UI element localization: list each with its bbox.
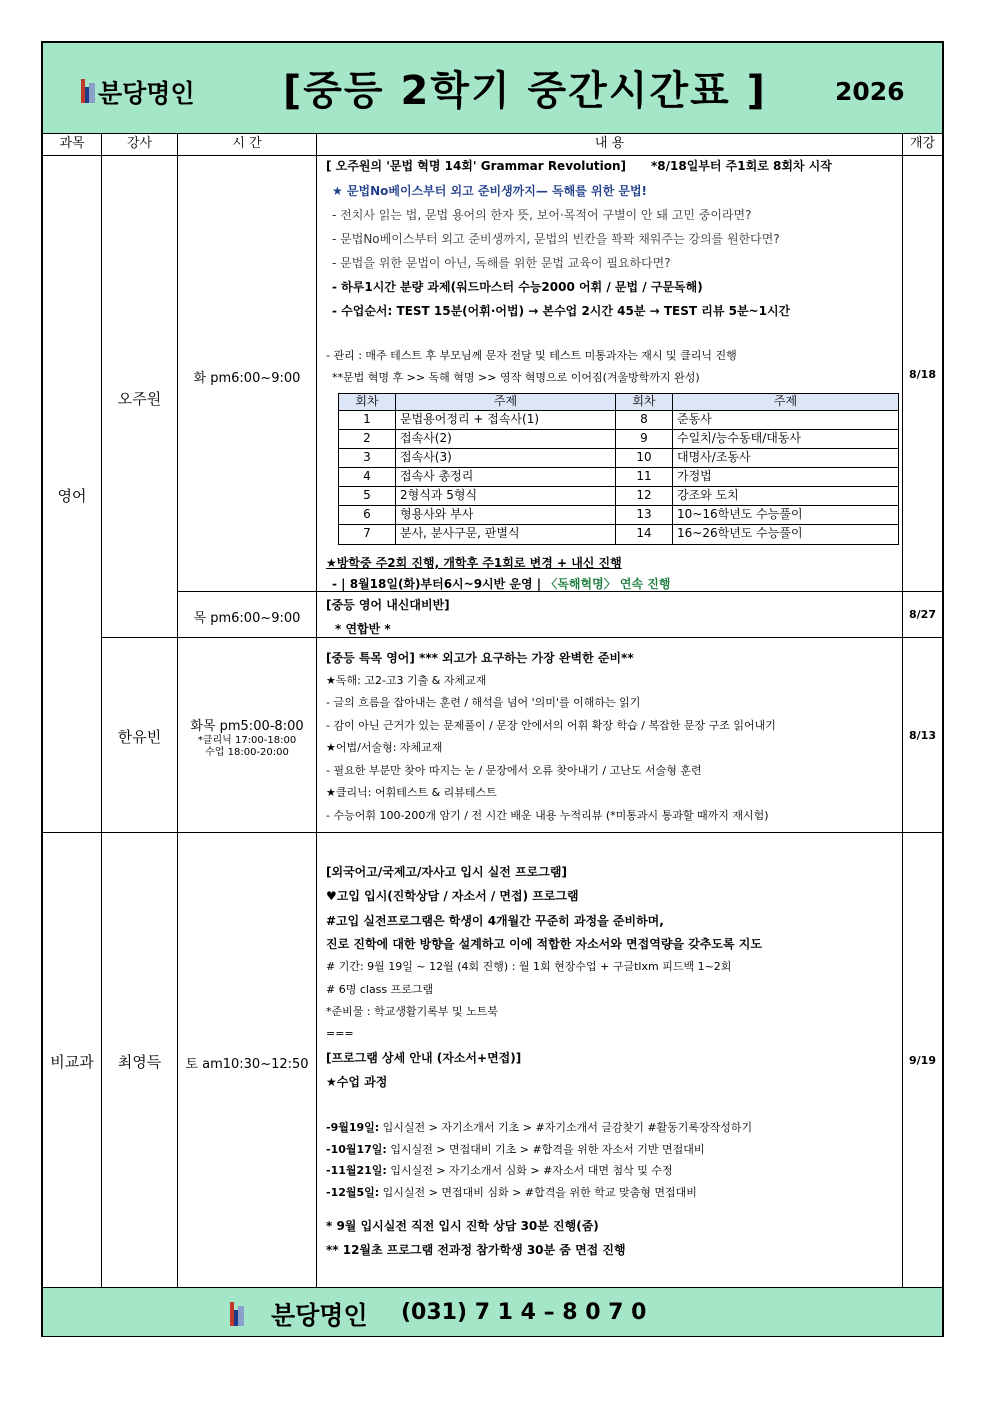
schedule-row [326,1184,697,1200]
column-header: 과목 [59,136,85,151]
extra-content-line: ★수업 과정 [326,1075,388,1089]
course-title: [ 오주원의 '문법 혁명 14회' Grammar Revolution] [326,159,627,173]
run-note-continuation: 〈독해혁명〉 연속 진행 [545,577,671,591]
schedule-text: 입시실전 > 면접대비 심화 > #합격을 위한 학교 맞춤형 면접대비 [379,1185,697,1199]
teacher-han: 한유빈 [117,728,162,746]
curriculum-col-header: 회차 [355,394,379,408]
curriculum-cell: 접속사(3) [400,450,452,464]
time-han: 화목 pm5:00-8:00 [190,719,304,734]
curriculum-cell: 수일치/능수동태/대동사 [677,431,802,445]
curriculum-table [338,393,899,545]
footer-brand: 분당명인 [271,1301,368,1330]
extra-content-line: ♥고입 입시(진학상담 / 자소서 / 면접) 프로그램 [326,889,579,903]
time-sat: 토 am10:30~12:50 [185,1057,309,1072]
han-content-line: - 감이 아닌 근거가 있는 문제풀이 / 문장 안에서의 어휘 확장 학습 / 복잡한 문장 구조 읽어내기 [326,718,776,732]
header-band [43,43,942,134]
curriculum-cell: 강조와 도치 [677,488,739,502]
han-content-line: - 필요한 부분만 찾아 따지는 눈 / 문장에서 오류 찾아내기 / 고난도 서술형 훈련 [326,763,702,777]
curriculum-cell: 대명사/조동사 [677,450,751,464]
han-content-line: - 수능어휘 100-200개 암기 / 전 시간 배운 내용 누적리뷰 (*미통과시 통과할 때까지 재시험) [326,808,769,822]
curriculum-cell: 14 [636,526,652,540]
course-highlight: ★ 문법No베이스부터 외고 준비생까지— 독해를 위한 문법! [332,184,648,198]
page-title: [중등 2학기 중간시간표 ] [283,68,767,114]
curriculum-cell: 6 [363,507,371,521]
schedule-row [326,1162,673,1178]
teacher-oh: 오주원 [117,390,162,408]
curriculum-cell: 접속사(2) [400,431,452,445]
curriculum-cell: 7 [363,526,371,540]
start-date: 8/27 [909,608,936,621]
course-homework: - 하루1시간 분량 과제(워드마스터 수능2000 어휘 / 문법 / 구문독해) [332,280,703,294]
extra-content-line: 진로 진학에 대한 방향을 설계하고 이에 적합한 자소서와 면접역량을 갖추도록 지도 [326,937,762,951]
han-content-line: - 글의 흐름을 잡아내는 훈련 / 해석을 넘어 '의미'를 이해하는 읽기 [326,696,641,709]
course-series: **문법 혁명 후 >> 독해 혁명 >> 영작 혁명으로 이어짐(겨울방학까지 완성) [332,371,700,384]
schedule-row [326,1141,704,1157]
column-header: 강사 [126,136,153,151]
year-label: 2026 [835,77,905,106]
curriculum-col-header: 주제 [493,394,518,408]
time-tue: 화 pm6:00~9:00 [193,371,301,386]
course-start-note: *8/18일부터 주1회로 8회차 시작 [651,159,832,173]
course-question: - 전치사 읽는 법, 문법 용어의 한자 뜻, 보어·목적어 구별이 안 돼 고민 중이라면? [332,208,752,222]
han-content-line: ★어법/서술형: 자체교재 [326,741,443,754]
vacation-note: ★방학중 주2회 진행, 개학후 주1회로 변경 + 내신 진행 [326,556,622,570]
curriculum-cell: 준동사 [677,412,712,426]
han-content-line: ★클리닉: 어휘테스트 & 리뷰테스트 [326,786,497,799]
subject-english: 영어 [57,487,87,505]
timetable-frame [41,41,944,1337]
time-han-clinic: *클리닉 17:00-18:00 [197,735,297,746]
curriculum-cell: 11 [636,469,652,483]
curriculum-cell: 2 [363,431,371,445]
divider [902,133,903,1287]
divider [101,133,102,1287]
curriculum-cell: 2형식과 5형식 [400,488,478,502]
schedule-text: 입시실전 > 자기소개서 심화 > #자소서 대면 첨삭 및 수정 [386,1164,673,1177]
course-order: - 수업순서: TEST 15분(어휘·어법) → 본수업 2시간 45분 → TEST 리뷰 5분~1시간 [332,304,791,318]
curriculum-cell: 10 [636,450,652,464]
course-title: [중등 영어 내신대비반] [326,598,450,612]
column-header: 개강 [909,136,936,151]
run-note [332,575,670,592]
extra-content-line: [프로그램 상세 안내 (자소서+면접)] [326,1051,522,1065]
time-han-class: 수업 18:00-20:00 [205,747,289,758]
schedule-date: -9월19일: [326,1121,380,1134]
extra-content-line: # 기간: 9월 19일 ~ 12월 (4회 진행) : 월 1회 현장수업 + 구글tlxm 피드백 1~2회 [326,960,732,973]
program-note: * 9월 입시실전 직전 입시 진학 상담 30분 진행(줌) [326,1219,599,1233]
curriculum-cell: 13 [636,507,652,521]
divider [316,133,317,1287]
divider [43,832,942,833]
course-question: - 문법No베이스부터 외고 준비생까지, 문법의 빈칸을 꽉꽉 채워주는 강의를 원한다면? [332,232,780,246]
curriculum-col-header: 회차 [632,394,656,408]
han-content-line: ★독해: 고2-고3 기출 & 자체교재 [326,673,487,687]
extra-content-line: *준비물 : 학교생활기록부 및 노트북 [326,1005,498,1018]
schedule-date: -10월17일: [326,1142,387,1156]
schedule-date: -12월5일: [326,1185,380,1199]
divider [177,133,178,1287]
course-question: - 문법을 위한 문법이 아닌, 독해를 위한 문법 교육이 필요하다면? [332,256,671,270]
teacher-choi: 최영득 [117,1053,162,1071]
start-date: 9/19 [909,1054,936,1067]
program-note: ** 12월초 프로그램 전과정 참가학생 30분 줌 면접 진행 [326,1243,626,1257]
logo-icon [81,79,95,103]
schedule-text: 입시실전 > 자기소개서 기초 > #자기소개서 글감찾기 #활동기록장작성하기 [379,1121,753,1134]
course-note: * 연합반 * [335,622,391,636]
time-thu: 목 pm6:00~9:00 [193,611,301,626]
curriculum-cell: 4 [363,469,371,483]
run-note-date: - | 8월18일(화)부터6시~9시반 운영 | [332,577,542,591]
curriculum-cell: 가정법 [677,469,712,483]
column-header: 내 용 [594,136,625,151]
divider [101,637,942,638]
curriculum-cell: 3 [363,450,371,464]
start-date: 8/18 [909,368,936,381]
curriculum-cell: 분사, 분사구문, 판별식 [400,526,520,540]
curriculum-cell: 문법용어정리 + 접속사(1) [400,412,540,426]
schedule-date: -11월21일: [326,1164,387,1177]
curriculum-cell: 16~26학년도 수능풀이 [677,526,803,540]
curriculum-cell: 형용사와 부사 [400,507,474,521]
start-date: 8/13 [909,729,936,742]
brand-name: 분당명인 [98,79,195,108]
footer-band [43,1287,942,1336]
footer-phone: (031) 7 1 4 – 8 0 7 0 [401,1300,647,1325]
logo-icon [230,1302,244,1326]
subject-extra: 비교과 [50,1053,94,1071]
han-content-line: [중등 특목 영어] *** 외고가 요구하는 가장 완벽한 준비** [326,651,634,665]
curriculum-cell: 8 [640,412,648,426]
curriculum-cell: 1 [363,412,371,426]
course-manage: - 관리 : 매주 테스트 후 부모님께 문자 전달 및 테스트 미통과자는 재시 및 클리닉 진행 [326,349,737,362]
curriculum-cell: 5 [363,488,371,502]
column-header: 시 간 [232,136,262,151]
curriculum-col-header: 주제 [773,394,798,408]
schedule-row [326,1119,752,1135]
curriculum-cell: 접속사 총정리 [400,469,474,483]
extra-content-line: === [326,1027,354,1040]
extra-content-line: [외국어고/국제고/자사고 입시 실전 프로그램] [326,865,567,879]
curriculum-cell: 10~16학년도 수능풀이 [677,507,803,521]
extra-content-line: #고입 실전프로그램은 학생이 4개월간 꾸준히 과정을 준비하며, [326,914,664,928]
curriculum-cell: 12 [636,488,652,502]
extra-content-line: # 6명 class 프로그램 [326,983,434,996]
schedule-text: 입시실전 > 면접대비 기초 > #합격을 위한 자소서 기반 면접대비 [386,1142,705,1156]
curriculum-cell: 9 [640,431,648,445]
